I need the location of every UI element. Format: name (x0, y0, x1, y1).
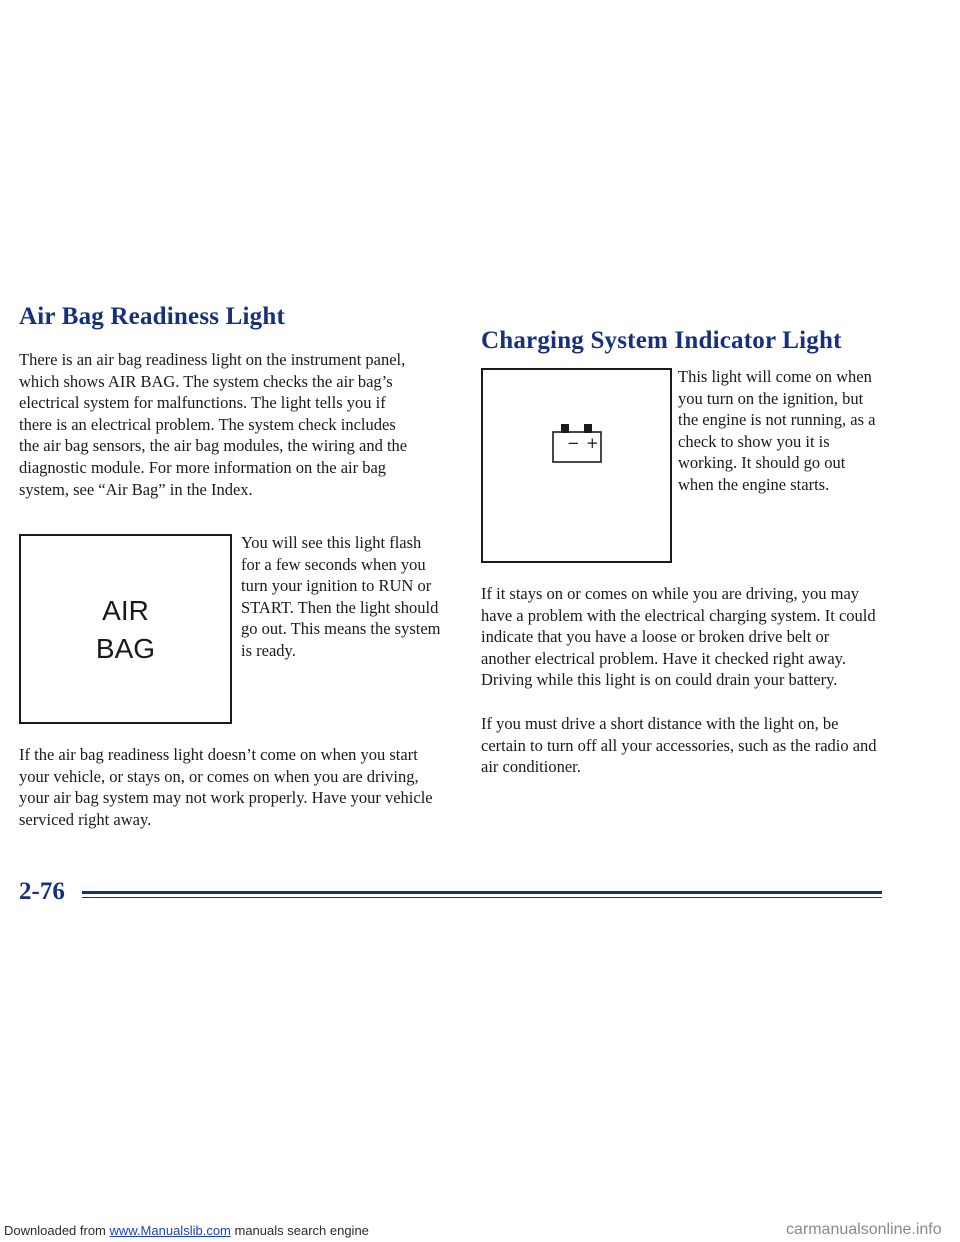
download-suffix: manuals search engine (230, 1223, 369, 1238)
air-bag-indicator-icon (19, 534, 232, 724)
battery-icon (551, 424, 609, 466)
air-bag-warning-text: If the air bag readiness light doesn’t come on when you start your vehicle, or stays on, or comes on when you are driving, your air bag system may not work properly. Have your vehicle serviced right away. (19, 745, 433, 829)
charging-advice-text: If you must drive a short distance with the light on, be certain to turn off all your accessories, such as the radio and air conditioner. (481, 714, 877, 777)
watermark: carmanualsonline.info (786, 1221, 942, 1238)
page-number: 2-76 (19, 878, 65, 905)
air-bag-icon-line2: BAG (95, 633, 156, 664)
charging-problem-text: If it stays on or comes on while you are driving, you may have a problem with the electrical charging system. It could indicate that you have a loose or broken drive belt or another electrical problem. Have it checked right away. Driving while this light is on could drain your battery. (481, 584, 876, 690)
download-prefix: Downloaded from (4, 1223, 110, 1238)
download-credit (4, 1223, 369, 1238)
battery-plus-sign: + (586, 434, 599, 452)
air-bag-intro: There is an air bag readiness light on the instrument panel, which shows AIR BAG. The system checks the air bag’s electrical system for malfunctions. The light tells you if there is an electrical problem. The system check includes the air bag sensors, the air bag modules, the wiring and the diagnostic module. For more information on the air bag system, see “Air Bag” in the Index. (19, 350, 408, 499)
charging-system-heading: Charging System Indicator Light (481, 327, 842, 354)
air-bag-flash-text: You will see this light flash for a few seconds when you turn your ignition to RUN or START. Then the light should go out. This means the system is ready. (241, 533, 441, 660)
charging-system-indicator-icon (481, 368, 672, 563)
charging-light-text: This light will come on when you turn on the ignition, but the engine is not running, as a check to show you it is working. It should go out when the engine starts. (678, 367, 876, 494)
footer-rule-thin (82, 897, 882, 898)
air-bag-icon-line1: AIR (102, 595, 149, 626)
battery-minus-sign: − (567, 434, 580, 452)
manualslib-link[interactable]: www.Manualslib.com (109, 1223, 231, 1238)
air-bag-heading: Air Bag Readiness Light (19, 303, 285, 330)
footer-rule (82, 891, 882, 894)
